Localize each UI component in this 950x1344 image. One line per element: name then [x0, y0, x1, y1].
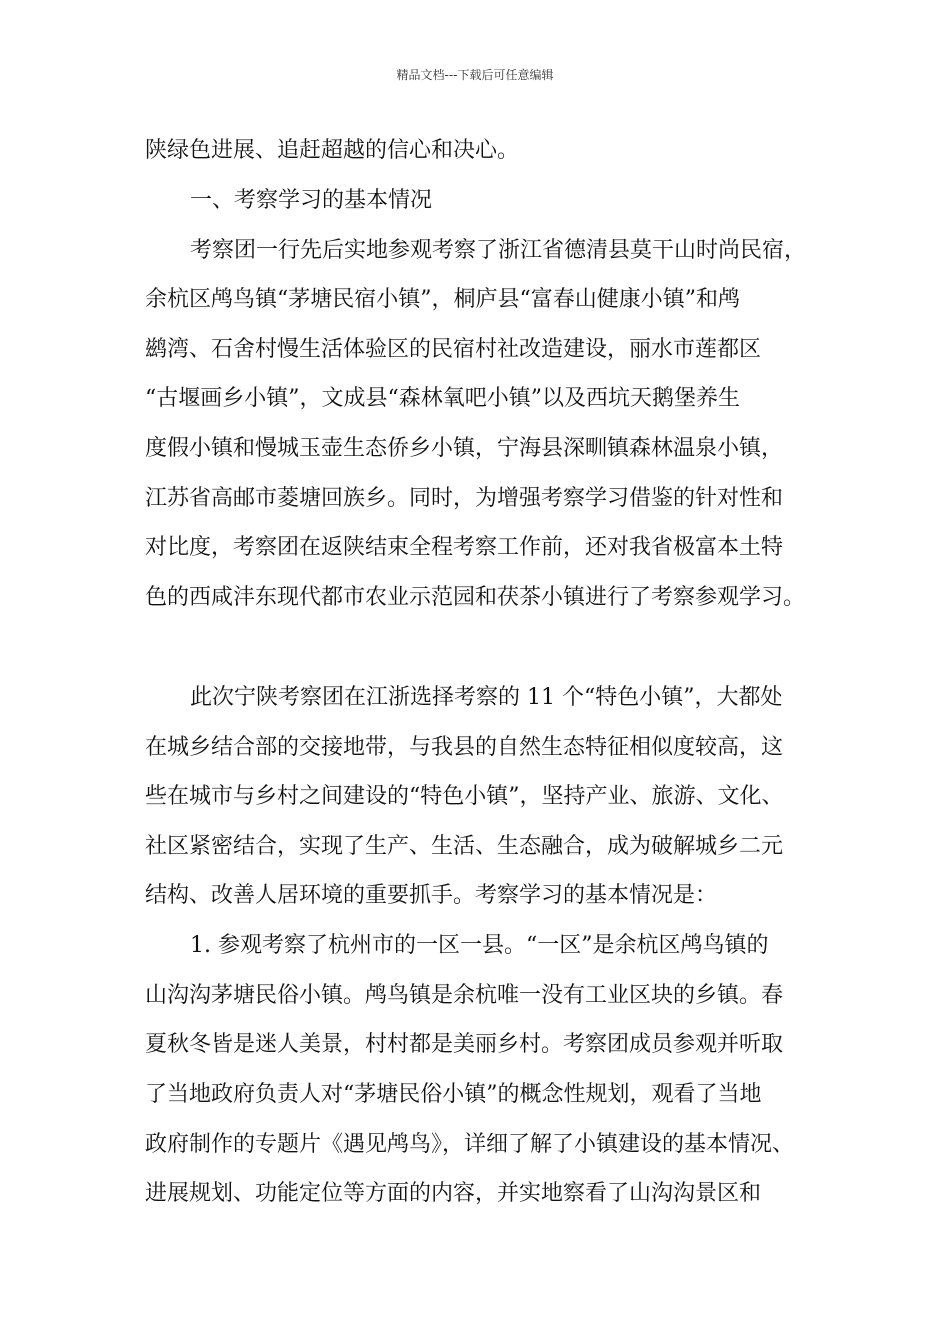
body-line: 社区紧密结合，实现了生产、生活、生态融合，成为破解城乡二元 — [145, 834, 784, 859]
body-line: 了当地政府负责人对“茅塘民俗小镇”的概念性规划，观看了当地 — [145, 1082, 762, 1107]
body-line: 余杭区鸬鸟镇“茅塘民宿小镇”，桐庐县“富春山健康小镇”和鸬 — [145, 287, 740, 312]
body-line: 夏秋冬皆是迷人美景，村村都是美丽乡村。考察团成员参观并听取 — [145, 1032, 784, 1057]
section-heading: 一、考察学习的基本情况 — [190, 188, 433, 213]
body-line: 政府制作的专题片《遇见鸬鸟》，详细了解了小镇建设的基本情况、 — [145, 1132, 795, 1157]
body-line: 陕绿色进展、追赶超越的信心和决心。 — [145, 138, 520, 163]
body-line: 度假小镇和慢城玉壶生态侨乡小镇，宁海县深甽镇森林温泉小镇， — [145, 436, 784, 461]
body-line: 山沟沟茅塘民俗小镇。鸬鸟镇是余杭唯一没有工业区块的乡镇。春 — [145, 983, 784, 1008]
body-line: 鹚湾、石舍村慢生活体验区的民宿村社改造建设，丽水市莲都区 — [145, 337, 762, 362]
body-line: 考察团一行先后实地参观考察了浙江省德清县莫干山时尚民宿， — [190, 238, 807, 263]
body-line: 对比度，考察团在返陕结束全程考察工作前，还对我省极富本土特 — [145, 535, 784, 560]
page-header: 精品文档---下载后可任意编辑 — [396, 68, 554, 82]
body-line: “古堰画乡小镇”，文成县“森林氧吧小镇”以及西坑天鹅堡养生 — [145, 386, 740, 411]
body-line: 进展规划、功能定位等方面的内容，并实地察看了山沟沟景区和 — [145, 1181, 762, 1206]
body-line: 此次宁陕考察团在江浙选择考察的 11 个“特色小镇”，大都处 — [190, 685, 783, 710]
body-line: 结构、改善人居环境的重要抓手。考察学习的基本情况是： — [145, 883, 718, 908]
body-line: 色的西咸沣东现代都市农业示范园和茯茶小镇进行了考察参观学习。 — [145, 585, 806, 610]
body-line: 江苏省高邮市菱塘回族乡。同时，为增强考察学习借鉴的针对性和 — [145, 486, 784, 511]
body-line: 些在城市与乡村之间建设的“特色小镇”，坚持产业、旅游、文化、 — [145, 784, 784, 809]
body-line: 1. 参观考察了杭州市的一区一县。“一区”是余杭区鸬鸟镇的 — [190, 933, 769, 958]
body-line: 在城乡结合部的交接地带，与我县的自然生态特征相似度较高，这 — [145, 735, 784, 760]
